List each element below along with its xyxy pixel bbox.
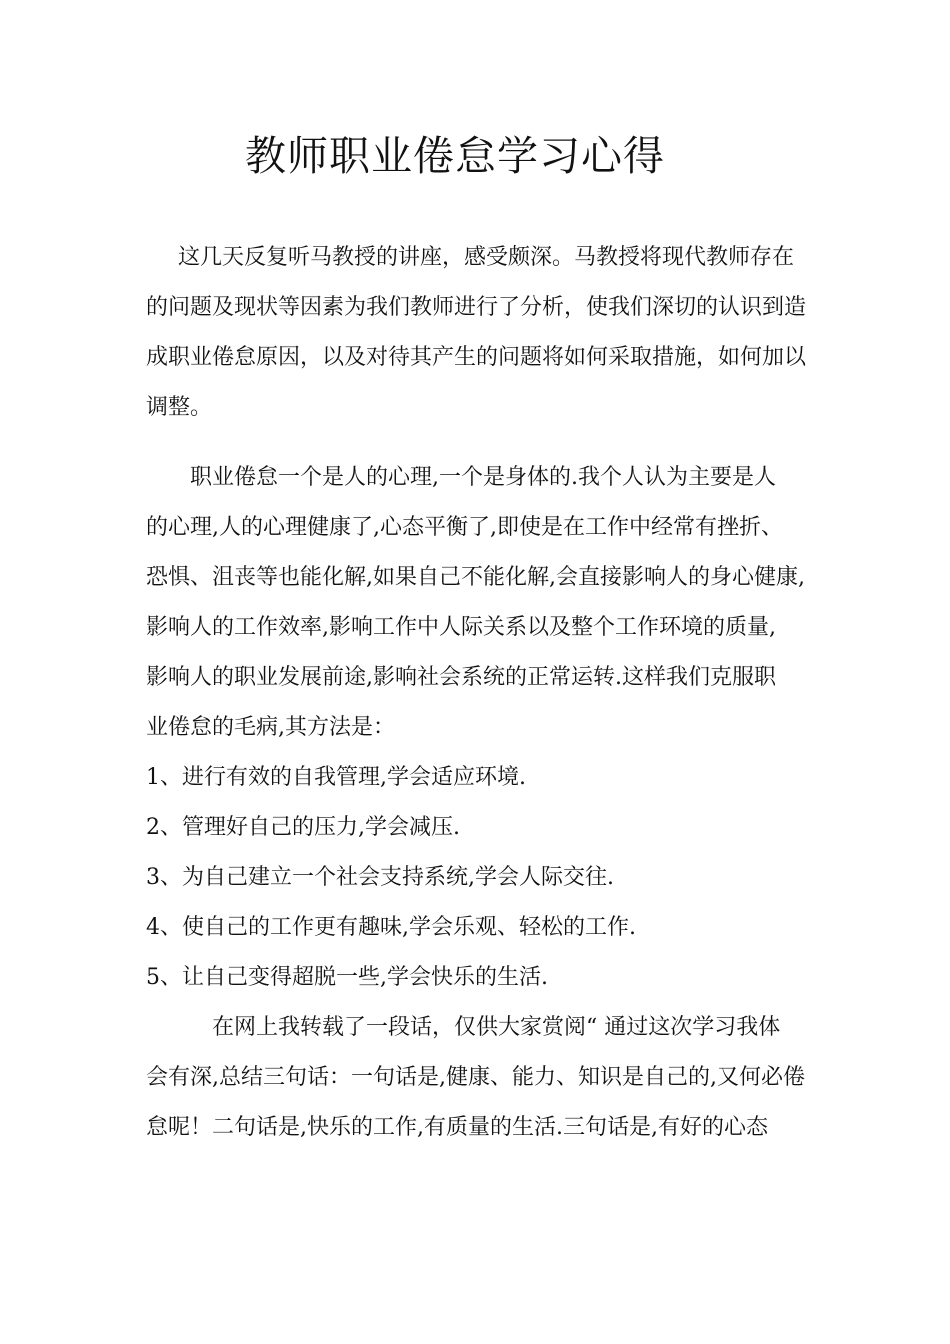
paragraph-line: 影响人的工作效率,影响工作中人际关系以及整个工作环境的质量, [146, 615, 776, 640]
paragraph-line: 会有深,总结三句话：一句话是,健康、能力、知识是自己的,又何必倦 [146, 1065, 805, 1090]
list-item: 2、管理好自己的压力,学会减压. [146, 815, 460, 840]
paragraph-line: 影响人的职业发展前途,影响社会系统的正常运转.这样我们克服职 [146, 665, 776, 690]
paragraph-line: 怠呢！二句话是,快乐的工作,有质量的生活.三句话是,有好的心态 [146, 1115, 768, 1140]
paragraph-line: 的心理,人的心理健康了,心态平衡了,即使是在工作中经常有挫折、 [146, 515, 783, 540]
paragraph-line: 成职业倦怠原因，以及对待其产生的问题将如何采取措施，如何加以 [146, 345, 807, 370]
list-item: 1、进行有效的自我管理,学会适应环境. [146, 765, 526, 790]
paragraph-line: 职业倦怠一个是人的心理,一个是身体的.我个人认为主要是人 [190, 465, 776, 490]
paragraph-line: 业倦怠的毛病,其方法是： [146, 715, 395, 740]
list-item: 3、为自己建立一个社会支持系统,学会人际交往. [146, 865, 614, 890]
paragraph-line: 在网上我转载了一段话，仅供大家赏阅“ 通过这次学习我体 [212, 1015, 781, 1040]
paragraph-line: 恐惧、沮丧等也能化解,如果自己不能化解,会直接影响人的身心健康, [146, 565, 805, 590]
document-title: 教师职业倦怠学习心得 [245, 132, 665, 180]
paragraph-line: 这几天反复听马教授的讲座，感受颇深。马教授将现代教师存在 [178, 245, 795, 270]
list-item: 5、让自己变得超脱一些,学会快乐的生活. [146, 965, 548, 990]
list-item: 4、使自己的工作更有趣味,学会乐观、轻松的工作. [146, 915, 636, 940]
paragraph-line: 调整。 [146, 395, 213, 420]
paragraph-line: 的问题及现状等因素为我们教师进行了分析，使我们深切的认识到造 [146, 295, 807, 320]
